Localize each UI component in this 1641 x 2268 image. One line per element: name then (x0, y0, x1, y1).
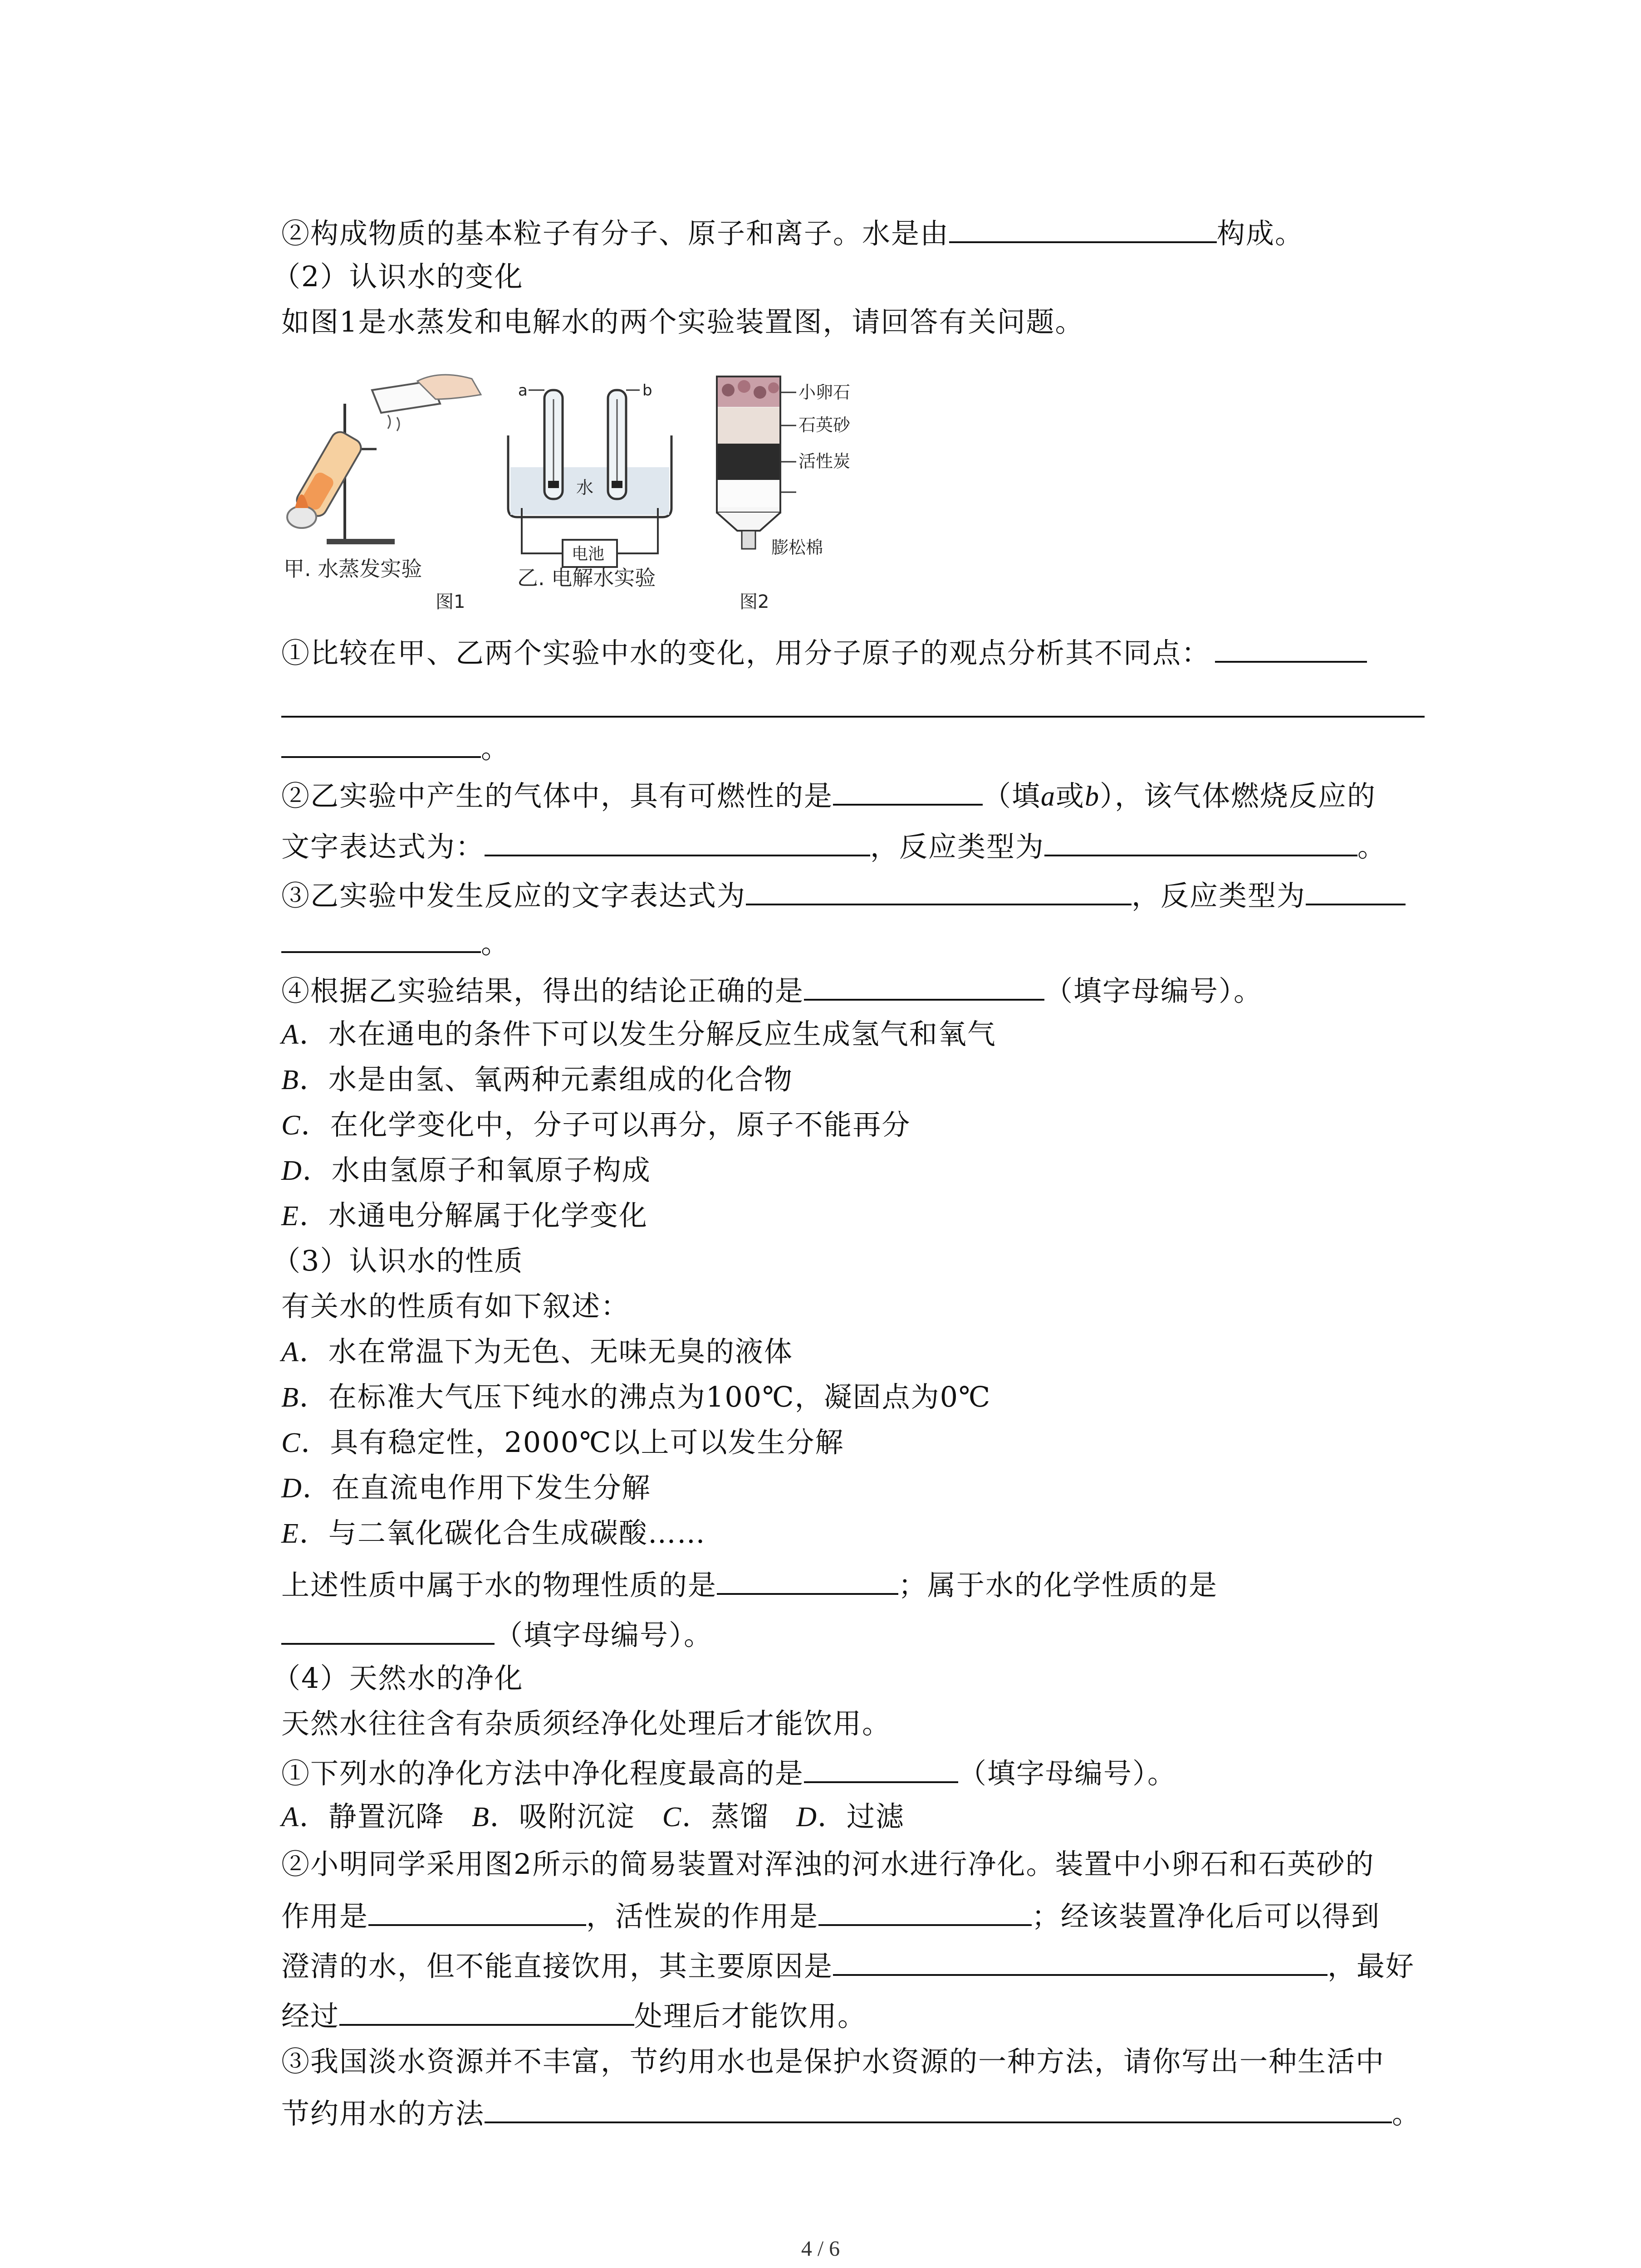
answer-blank[interactable] (949, 213, 1217, 243)
answer-blank[interactable] (339, 1996, 634, 2026)
answer-blank[interactable] (833, 776, 983, 806)
answer-blank[interactable] (833, 1946, 1327, 1976)
label-activated-carbon: 活性炭 (798, 451, 851, 471)
page-number: 4 / 6 (801, 2237, 840, 2261)
question-4-2-cont2: 澄清的水，但不能直接饮用，其主要原因是 ，最好 (281, 1946, 1415, 1984)
option-C: C．在化学变化中，分子可以再分，原子不能再分 (281, 1108, 911, 1141)
question-4-2: ②小明同学采用图2所示的简易装置对浑浊的河水进行净化。装置中小卵石和石英砂的 (281, 1848, 1375, 1881)
evaporation-apparatus (287, 375, 481, 544)
label-quartz-sand: 石英砂 (798, 415, 851, 435)
question-2-3-cont: 。 (281, 923, 510, 962)
question-3-cont: （填字母编号）。 (281, 1615, 713, 1653)
experiment-figure (281, 372, 916, 626)
section-2-intro: 如图1是水蒸发和电解水的两个实验装置图，请回答有关问题。 (281, 305, 1084, 338)
answer-blank[interactable] (281, 1615, 495, 1645)
question-2-1: ①比较在甲、乙两个实验中水的变化，用分子原子的观点分析其不同点： (281, 633, 1367, 671)
option-D: D．水由氢原子和氧原子构成 (281, 1154, 651, 1187)
answer-blank[interactable] (1306, 875, 1406, 905)
question-2-2: ②乙实验中产生的气体中，具有可燃性的是 （填a或b），该气体燃烧反应的 (281, 776, 1376, 815)
answer-blank[interactable] (804, 971, 1044, 1001)
question-2-4: ④根据乙实验结果，得出的结论正确的是 （填字母编号）。 (281, 971, 1263, 1009)
label-pebbles: 小卵石 (798, 382, 851, 402)
apparatus-illustration (281, 372, 916, 626)
answer-blank[interactable] (1044, 826, 1357, 856)
label-fig1: 图1 (436, 591, 465, 612)
property-E: E．与二氧化碳化合生成碳酸…… (281, 1516, 706, 1549)
question-4-3: ③我国淡水资源并不丰富，节约用水也是保护水资源的一种方法，请你写出一种生活中 (281, 2045, 1385, 2078)
property-D: D．在直流电作用下发生分解 (281, 1471, 651, 1504)
option-E: E．水通电分解属于化学变化 (281, 1199, 648, 1232)
label-a: a (518, 381, 528, 400)
answer-blank[interactable] (281, 923, 481, 953)
question-4-2-cont: 作用是 ，活性炭的作用是 ；经该装置净化后可以得到 (281, 1896, 1380, 1935)
answer-blank[interactable] (485, 826, 870, 856)
label-jia: 甲. 水蒸发实验 (284, 557, 422, 581)
question-4-3-cont: 节约用水的方法 。 (281, 2093, 1421, 2132)
section-4-intro: 天然水往往含有杂质须经净化处理后才能饮用。 (281, 1707, 892, 1740)
question-2-3: ③乙实验中发生反应的文字表达式为 ，反应类型为 (281, 875, 1406, 914)
answer-blank[interactable] (485, 2093, 1392, 2123)
answer-blank[interactable] (804, 1753, 958, 1783)
question-4-1: ①下列水的净化方法中净化程度最高的是 （填字母编号）。 (281, 1753, 1176, 1792)
answer-line[interactable] (281, 716, 1425, 718)
section-3-intro: 有关水的性质有如下叙述： (281, 1290, 630, 1323)
label-yi: 乙. 电解水实验 (517, 566, 656, 590)
label-cotton: 膨松棉 (771, 538, 823, 557)
answer-blank[interactable] (818, 1896, 1032, 1926)
answer-blank[interactable] (281, 728, 481, 758)
question-3: 上述性质中属于水的物理性质的是 ；属于水的化学性质的是 (281, 1565, 1218, 1603)
question-4-1-options: A．静置沉降 B．吸附沉淀 C．蒸馏 D．过滤 (281, 1800, 905, 1833)
label-fig2: 图2 (740, 591, 769, 612)
answer-blank[interactable] (1215, 633, 1367, 663)
label-water: 水 (576, 478, 594, 498)
answer-blank[interactable] (368, 1896, 586, 1926)
property-A: A．水在常温下为无色、无味无臭的液体 (281, 1335, 793, 1368)
option-A: A．水在通电的条件下可以发生分解反应生成氢气和氧气 (281, 1017, 996, 1051)
question-particles: ②构成物质的基本粒子有分子、原子和离子。水是由 构成。 (281, 213, 1304, 252)
section-2-title: （2）认识水的变化 (272, 260, 524, 293)
label-b: b (642, 381, 652, 400)
answer-blank[interactable] (746, 875, 1132, 905)
option-B: B．水是由氢、氧两种元素组成的化合物 (281, 1063, 793, 1096)
question-2-2-cont: 文字表达式为： ，反应类型为 。 (281, 826, 1386, 865)
property-C: C．具有稳定性，2000℃以上可以发生分解 (281, 1426, 844, 1459)
question-4-2-cont3: 经过 处理后才能饮用。 (281, 1996, 867, 2034)
section-3-title: （3）认识水的性质 (272, 1244, 524, 1277)
answer-blank[interactable] (717, 1565, 898, 1595)
label-battery: 电池 (572, 545, 605, 563)
property-B: B．在标准大气压下纯水的沸点为100℃，凝固点为0℃ (281, 1380, 991, 1413)
question-2-1-cont: 。 (281, 728, 510, 767)
section-4-title: （4）天然水的净化 (272, 1662, 524, 1695)
water-filter-apparatus (717, 376, 796, 549)
